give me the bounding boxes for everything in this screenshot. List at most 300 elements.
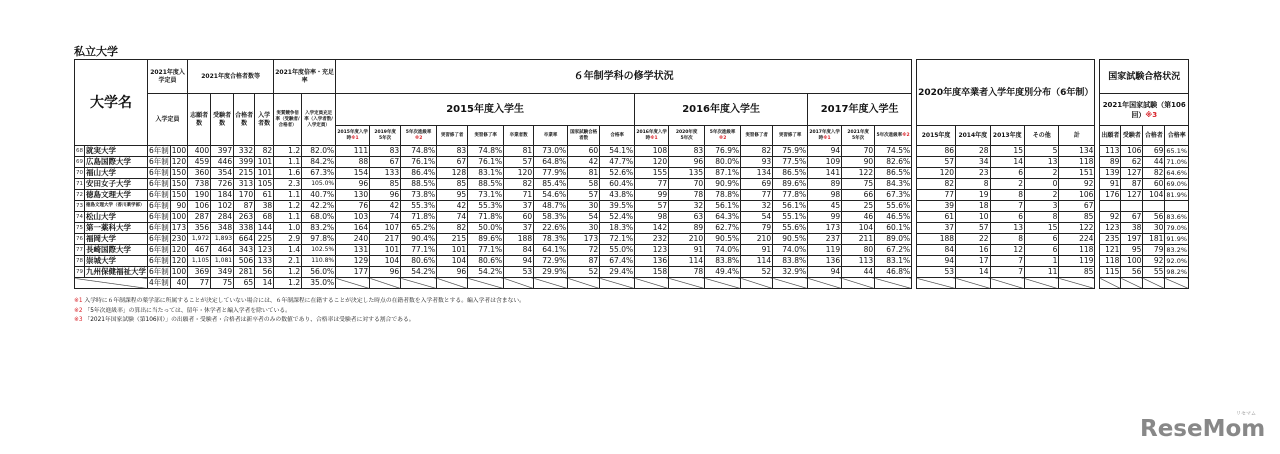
capacity: 120	[171, 157, 187, 166]
cohort-cell	[401, 278, 437, 289]
examinees-header: 受験者数	[211, 94, 234, 146]
cohort-cell	[504, 278, 534, 289]
cohort-cell: 46.5%	[875, 212, 912, 223]
capacity: 90	[170, 201, 187, 212]
cohort-cell: 74.8%	[468, 146, 504, 157]
examinees: 726	[211, 179, 234, 190]
grad-cell: 84	[917, 245, 956, 256]
examinees: 1,893	[211, 234, 234, 245]
cohort-cell	[875, 278, 912, 289]
fill-rate: 35.0%	[302, 278, 336, 289]
passers: 65	[234, 278, 255, 289]
grad-cell: 6	[1024, 245, 1058, 256]
cohort-cell: 86.5%	[875, 168, 912, 179]
s15-grad-rate-header: 卒業率	[534, 126, 568, 146]
exam-cell: 87	[1121, 179, 1143, 190]
cohort-cell: 83.1%	[468, 168, 504, 179]
exam-cell: 79.0%	[1166, 224, 1188, 232]
cohort-cell: 82	[437, 223, 468, 234]
cohort-cell: 99	[635, 190, 669, 201]
exam-cell: 71.0%	[1166, 158, 1188, 166]
cohort-cell	[468, 278, 504, 289]
examinees: 284	[211, 212, 234, 223]
exam-cell: 44	[1143, 157, 1165, 168]
cohort-cell: 173	[568, 234, 600, 245]
cohort-cell: 54	[568, 212, 600, 223]
cohort-cell: 72.1%	[600, 234, 635, 245]
program-type: 6年制	[149, 223, 169, 232]
cohort-cell: 114	[741, 256, 773, 267]
cohort-cell: 64.8%	[534, 157, 568, 168]
cohort-cell: 78	[669, 190, 705, 201]
applicants: 467	[188, 245, 211, 256]
cohort-cell: 54	[741, 212, 773, 223]
exam-cell: 81.9%	[1166, 191, 1188, 199]
cohort-cell: 42	[370, 201, 401, 212]
examinees: 348	[211, 223, 234, 234]
footnote-2: ※2 「5年次進級率」の算出に当たっては、留年・休学者と編入学者を除いている。	[74, 307, 291, 314]
exam-cell: 69	[1143, 146, 1165, 157]
cohort-cell: 210	[669, 234, 705, 245]
ratio-header: 2021年度倍率・充足率	[274, 60, 336, 94]
cohort-cell	[568, 278, 600, 289]
s15-grads-header: 卒業者数	[504, 126, 534, 146]
cohort-cell: 37	[504, 223, 534, 234]
cohort-cell: 66	[842, 190, 875, 201]
applicants: 360	[188, 168, 211, 179]
fill-rate: 67.3%	[302, 168, 336, 179]
competition-ratio: 1.1	[274, 157, 302, 168]
grad-cell: 3	[1024, 201, 1058, 212]
cohort-cell: 123	[635, 245, 669, 256]
fill-rate: 68.0%	[302, 212, 336, 223]
cohort-cell: 237	[808, 234, 842, 245]
capacity: 150	[171, 190, 187, 199]
program-type: 6年制	[149, 201, 169, 210]
cohort-cell: 77	[635, 179, 669, 190]
s15-practice-rate-header: 実習修了率	[468, 126, 504, 146]
exam-cell: 91.9%	[1166, 235, 1188, 243]
cohort-cell: 55.0%	[600, 245, 635, 256]
cohort-cell: 81	[568, 168, 600, 179]
cohort-cell: 72	[568, 245, 600, 256]
cohort-cell: 77.1%	[468, 245, 504, 256]
cohort-cell: 232	[635, 234, 669, 245]
cohort-cell: 128	[437, 168, 468, 179]
grad-cell: 8	[1024, 212, 1058, 223]
cohort-cell: 71.8%	[401, 212, 437, 223]
cohort-cell	[336, 278, 370, 289]
cohort-cell: 154	[336, 168, 370, 179]
enrollees: 14	[255, 278, 274, 289]
cohort-cell: 96	[336, 179, 370, 190]
grad-distribution-header: 2020年度卒業者入学年度別分布（6年制）	[917, 60, 1095, 126]
cohort-cell: 84.3%	[875, 179, 912, 190]
row-number: 70	[75, 168, 85, 179]
cohort-cell: 69	[741, 179, 773, 190]
university-name: 福山大学	[85, 168, 148, 179]
pass-counts-header: 2021年度合格者数等	[188, 60, 274, 94]
cohort-cell: 62.7%	[705, 223, 741, 234]
cohort-cell: 74.0%	[773, 245, 808, 256]
cohort-cell: 57	[635, 201, 669, 212]
exam-cell: 235	[1100, 234, 1121, 245]
cohort-cell: 47.7%	[600, 157, 635, 168]
cohort-cell: 46.8%	[875, 267, 912, 278]
cohort-cell: 108	[635, 146, 669, 157]
grad-cell: 15	[990, 146, 1024, 157]
fill-rate: 84.2%	[302, 157, 336, 168]
university-name: 崇城大学	[85, 256, 148, 267]
capacity-sub-header: 入学定員	[148, 94, 188, 146]
applicants: 356	[188, 223, 211, 234]
cohort-cell: 86.5%	[773, 168, 808, 179]
exam-cell: 181	[1143, 234, 1165, 245]
cohort-cell: 18.3%	[600, 223, 635, 234]
cohort-cell: 89.6%	[773, 179, 808, 190]
cohort-cell: 141	[808, 168, 842, 179]
cohort-cell: 71.8%	[468, 212, 504, 223]
program-type: 6年制	[149, 245, 169, 254]
cohort-cell: 89	[669, 223, 705, 234]
university-name: 福岡大学	[85, 234, 148, 245]
cohort-cell: 89.6%	[468, 234, 504, 245]
cohort-cell: 87.1%	[705, 168, 741, 179]
cohort-cell: 88	[336, 157, 370, 168]
exam-header: 国家試験合格状況	[1100, 60, 1189, 94]
cohort-cell: 94	[808, 267, 842, 278]
cohort-cell: 130	[336, 190, 370, 201]
grad-cell: 92	[1059, 179, 1095, 190]
table-row	[75, 157, 1189, 168]
cohort-cell: 55.3%	[468, 201, 504, 212]
examinees: 354	[211, 168, 234, 179]
cohort-cell: 67.2%	[875, 245, 912, 256]
cohort-cell: 54.2%	[401, 267, 437, 278]
exam-cell: 79	[1143, 245, 1165, 256]
s15-exam-pass-header: 国家試験合格者数	[568, 126, 600, 146]
applicants: 77	[188, 278, 211, 289]
fill-rate: 97.8%	[302, 234, 336, 245]
grad-cell: 61	[917, 212, 956, 223]
competition-ratio: 1.0	[274, 223, 302, 234]
table-row	[75, 168, 1189, 179]
cohort-cell: 64.1%	[534, 245, 568, 256]
cohort-cell: 101	[437, 245, 468, 256]
grad-cell: 5	[1024, 146, 1058, 157]
cohort-cell: 91	[741, 245, 773, 256]
competition-ratio: 1.1	[274, 212, 302, 223]
row-number: 76	[75, 234, 85, 245]
passers: 399	[234, 157, 255, 168]
applicants: 190	[188, 190, 211, 201]
exam-cell: 115	[1100, 267, 1121, 278]
fill-rate: 40.7%	[302, 190, 336, 201]
cohort-cell: 90.4%	[401, 234, 437, 245]
grad-cell: 14	[956, 267, 990, 278]
cohort-cell	[437, 278, 468, 289]
grad-cell: 85	[1059, 212, 1095, 223]
capacity: 40	[170, 278, 187, 289]
program-type: 6年制	[149, 168, 169, 177]
row-number: 78	[75, 256, 85, 267]
applicants: 287	[188, 212, 211, 223]
grad-cell: 85	[1059, 267, 1095, 278]
grad-cell: 53	[917, 267, 956, 278]
cohort-cell: 74.0%	[705, 245, 741, 256]
exam-cell: 127	[1121, 190, 1143, 201]
cohort-cell: 85	[437, 179, 468, 190]
grad-total-header: 計	[1059, 126, 1095, 146]
exam-cell: 100	[1121, 256, 1143, 267]
grad-cell: 13	[1024, 157, 1058, 168]
cohort-cell: 83.8%	[773, 256, 808, 267]
grad-cell: 37	[917, 223, 956, 234]
cohort-cell: 77.8%	[773, 190, 808, 201]
enrollees: 61	[255, 190, 274, 201]
applicants: 1,105	[188, 256, 211, 267]
grad-cell: 2	[1024, 168, 1058, 179]
cohort-cell: 22.6%	[534, 223, 568, 234]
cohort-cell: 83	[370, 146, 401, 157]
cohort-cell: 49.4%	[705, 267, 741, 278]
cohort-cell	[842, 278, 875, 289]
cohort-cell: 42	[437, 201, 468, 212]
university-name: 九州保健福祉大学	[86, 267, 146, 276]
program-type: 6年制	[149, 146, 169, 155]
cohort-cell: 81	[504, 146, 534, 157]
cohort-cell: 52	[741, 267, 773, 278]
table-row	[75, 146, 1189, 157]
grad-cell	[990, 278, 1024, 289]
applicants: 369	[188, 267, 211, 278]
passers: 215	[234, 168, 255, 179]
cohort-cell: 164	[336, 223, 370, 234]
applicants: 106	[188, 201, 211, 212]
cohort-cell: 74	[370, 212, 401, 223]
grad-cell: 23	[956, 168, 990, 179]
empty-cell	[75, 278, 148, 289]
grad-cell: 188	[917, 234, 956, 245]
exam-cell: 69.0%	[1166, 180, 1188, 188]
cohort-cell: 135	[669, 168, 705, 179]
exam-cell	[1143, 201, 1165, 212]
cohort-cell: 93	[741, 157, 773, 168]
grad-cell: 7	[990, 256, 1024, 267]
row-number: 72	[75, 190, 85, 201]
examinees: 397	[211, 146, 234, 157]
passers: 664	[234, 234, 255, 245]
enrollees: 56	[255, 267, 274, 278]
table-row	[75, 190, 1189, 201]
competition-ratio: 1.1	[274, 190, 302, 201]
grad-cell: 120	[917, 168, 956, 179]
capacity: 120	[171, 245, 187, 254]
passers: 313	[234, 179, 255, 190]
examinees: 75	[211, 278, 234, 289]
enrollees: 68	[255, 212, 274, 223]
table-row	[75, 201, 1189, 212]
enrollees: 82	[255, 146, 274, 157]
competition-ratio: 2.1	[274, 256, 302, 267]
exam-cell: 92.0%	[1166, 257, 1188, 265]
program-type: 6年制	[149, 212, 169, 221]
enrollees: 101	[255, 157, 274, 168]
cohort-cell: 109	[808, 157, 842, 168]
cohort-cell: 42	[568, 157, 600, 168]
cohort-cell: 70	[842, 146, 875, 157]
row-number: 71	[75, 179, 85, 190]
s16-practice-header: 実習修了者	[741, 126, 773, 146]
cohort-cell: 77.9%	[534, 168, 568, 179]
fill-rate: 82.0%	[302, 146, 336, 157]
competition-ratio: 2.9	[274, 234, 302, 245]
grad-cell: 134	[1059, 146, 1095, 157]
cohort-cell: 60	[568, 146, 600, 157]
university-name: 第一薬科大学	[85, 223, 148, 234]
cohort-cell	[773, 278, 808, 289]
university-name: 長崎国際大学	[85, 245, 148, 256]
cohort-cell: 77.1%	[401, 245, 437, 256]
row-number: 69	[75, 157, 85, 168]
cohort-cell: 44	[842, 267, 875, 278]
cohort-cell: 96	[370, 190, 401, 201]
cohort-cell: 85.4%	[534, 179, 568, 190]
exam-cell: 176	[1100, 190, 1121, 201]
cohort-cell: 71	[504, 190, 534, 201]
exam-cell: 92	[1143, 256, 1165, 267]
grad-cell: 28	[956, 146, 990, 157]
grad-cell: 86	[917, 146, 956, 157]
passers: 263	[234, 212, 255, 223]
cohort-cell: 142	[635, 223, 669, 234]
cohort-cell: 54.2%	[468, 267, 504, 278]
applicants: 738	[188, 179, 211, 190]
exam-cell: 82	[1143, 168, 1165, 179]
exam-cell	[1100, 201, 1121, 212]
cohort-cell: 74.5%	[875, 146, 912, 157]
table-row	[75, 212, 1189, 223]
examinees: 1,081	[211, 256, 234, 267]
competition-ratio: 1.2	[274, 201, 302, 212]
competition-ratio: 1.2	[274, 146, 302, 157]
cohort-cell: 83.8%	[705, 256, 741, 267]
exam-cell: 65.1%	[1166, 147, 1188, 155]
exam-cell	[1165, 278, 1189, 289]
university-name: 安田女子大学	[85, 179, 148, 190]
program-type: 6年制	[149, 256, 169, 265]
grad-cell: 8	[990, 234, 1024, 245]
cohort-cell: 89	[808, 179, 842, 190]
cohort-cell: 215	[437, 234, 468, 245]
exam-cell: 106	[1121, 146, 1143, 157]
cohort-cell: 73.8%	[401, 190, 437, 201]
cohort-cell: 75	[842, 179, 875, 190]
resemom-logo[interactable]: ReseMom リセマム	[1140, 411, 1266, 442]
cohort-cell: 188	[504, 234, 534, 245]
grad-cell: 6	[990, 168, 1024, 179]
cohort-cell: 77	[741, 190, 773, 201]
exam-cell: 123	[1100, 223, 1121, 234]
grad-cell: 106	[1059, 190, 1095, 201]
cohort-cell: 217	[370, 234, 401, 245]
fill-rate: 42.2%	[302, 201, 336, 212]
cohort-cell: 90.9%	[705, 179, 741, 190]
table-row	[75, 179, 1189, 190]
university-name: 松山大学	[85, 212, 148, 223]
competition-ratio: 1.4	[274, 245, 302, 256]
cohort-cell: 113	[842, 256, 875, 267]
exam-cell: 64.6%	[1166, 169, 1188, 177]
grad-cell: 11	[1024, 267, 1058, 278]
cohort-cell: 74	[437, 212, 468, 223]
grad-2013-header: 2013年度	[990, 126, 1024, 146]
cohort-cell: 114	[669, 256, 705, 267]
footnote-3: ※3 「2021年国家試験（第106回）」の出願者・受験者・合格者は新卒者のみの数値であり、合格率は受験者に対する割合である。	[74, 317, 415, 323]
cohort-cell: 104	[370, 256, 401, 267]
grad-cell: 19	[956, 190, 990, 201]
passers-header: 合格者数	[234, 94, 255, 146]
program-type: 6年制	[149, 157, 169, 166]
cohort-cell: 60.1%	[875, 223, 912, 234]
cohort-cell: 72.9%	[534, 256, 568, 267]
program-type: 6年制	[149, 190, 169, 199]
enrollees: 38	[255, 201, 274, 212]
passers: 506	[234, 256, 255, 267]
cohort-cell: 211	[842, 234, 875, 245]
cohort-cell: 55.6%	[773, 223, 808, 234]
row-number: 75	[75, 223, 85, 234]
cohort-cell: 80.0%	[705, 157, 741, 168]
university-name: 徳島文理大学（香川薬学部）	[85, 201, 148, 212]
cohort-cell: 76.1%	[401, 157, 437, 168]
cohort-cell: 78	[669, 267, 705, 278]
exam-passers-header: 合格者	[1143, 126, 1165, 146]
s15-y5-header: 2019年度 5年次	[370, 126, 401, 146]
grad-cell: 2	[1024, 190, 1058, 201]
grad-cell: 77	[917, 190, 956, 201]
cohort-cell: 122	[842, 168, 875, 179]
examinees: 446	[211, 157, 234, 168]
exam-cell: 38	[1121, 223, 1143, 234]
cohort-cell: 55.1%	[773, 212, 808, 223]
passers: 281	[234, 267, 255, 278]
cohort-cell: 70	[669, 179, 705, 190]
cohort-cell: 120	[635, 157, 669, 168]
capacity: 150	[171, 179, 187, 188]
s17-y5-header: 2021年度 5年次	[842, 126, 875, 146]
examinees: 349	[211, 267, 234, 278]
row-number: 73	[75, 201, 85, 212]
cohort-cell: 85	[370, 179, 401, 190]
row-number: 77	[75, 245, 85, 256]
grad-cell: 2	[990, 179, 1024, 190]
cohort-cell: 52.6%	[600, 168, 635, 179]
passers: 338	[234, 223, 255, 234]
cohort-cell: 101	[370, 245, 401, 256]
cohort-cell: 80	[842, 245, 875, 256]
cohort-cell: 52	[568, 267, 600, 278]
exam-cell: 91	[1100, 179, 1121, 190]
capacity: 230	[171, 234, 187, 243]
cohort-cell: 134	[741, 168, 773, 179]
fill-rate: 83.2%	[302, 223, 336, 234]
grad-cell: 8	[990, 190, 1024, 201]
cohort-cell: 98	[808, 190, 842, 201]
grad-cell: 151	[1059, 168, 1095, 179]
exam-cell: 127	[1121, 168, 1143, 179]
cohort-cell: 94	[504, 256, 534, 267]
